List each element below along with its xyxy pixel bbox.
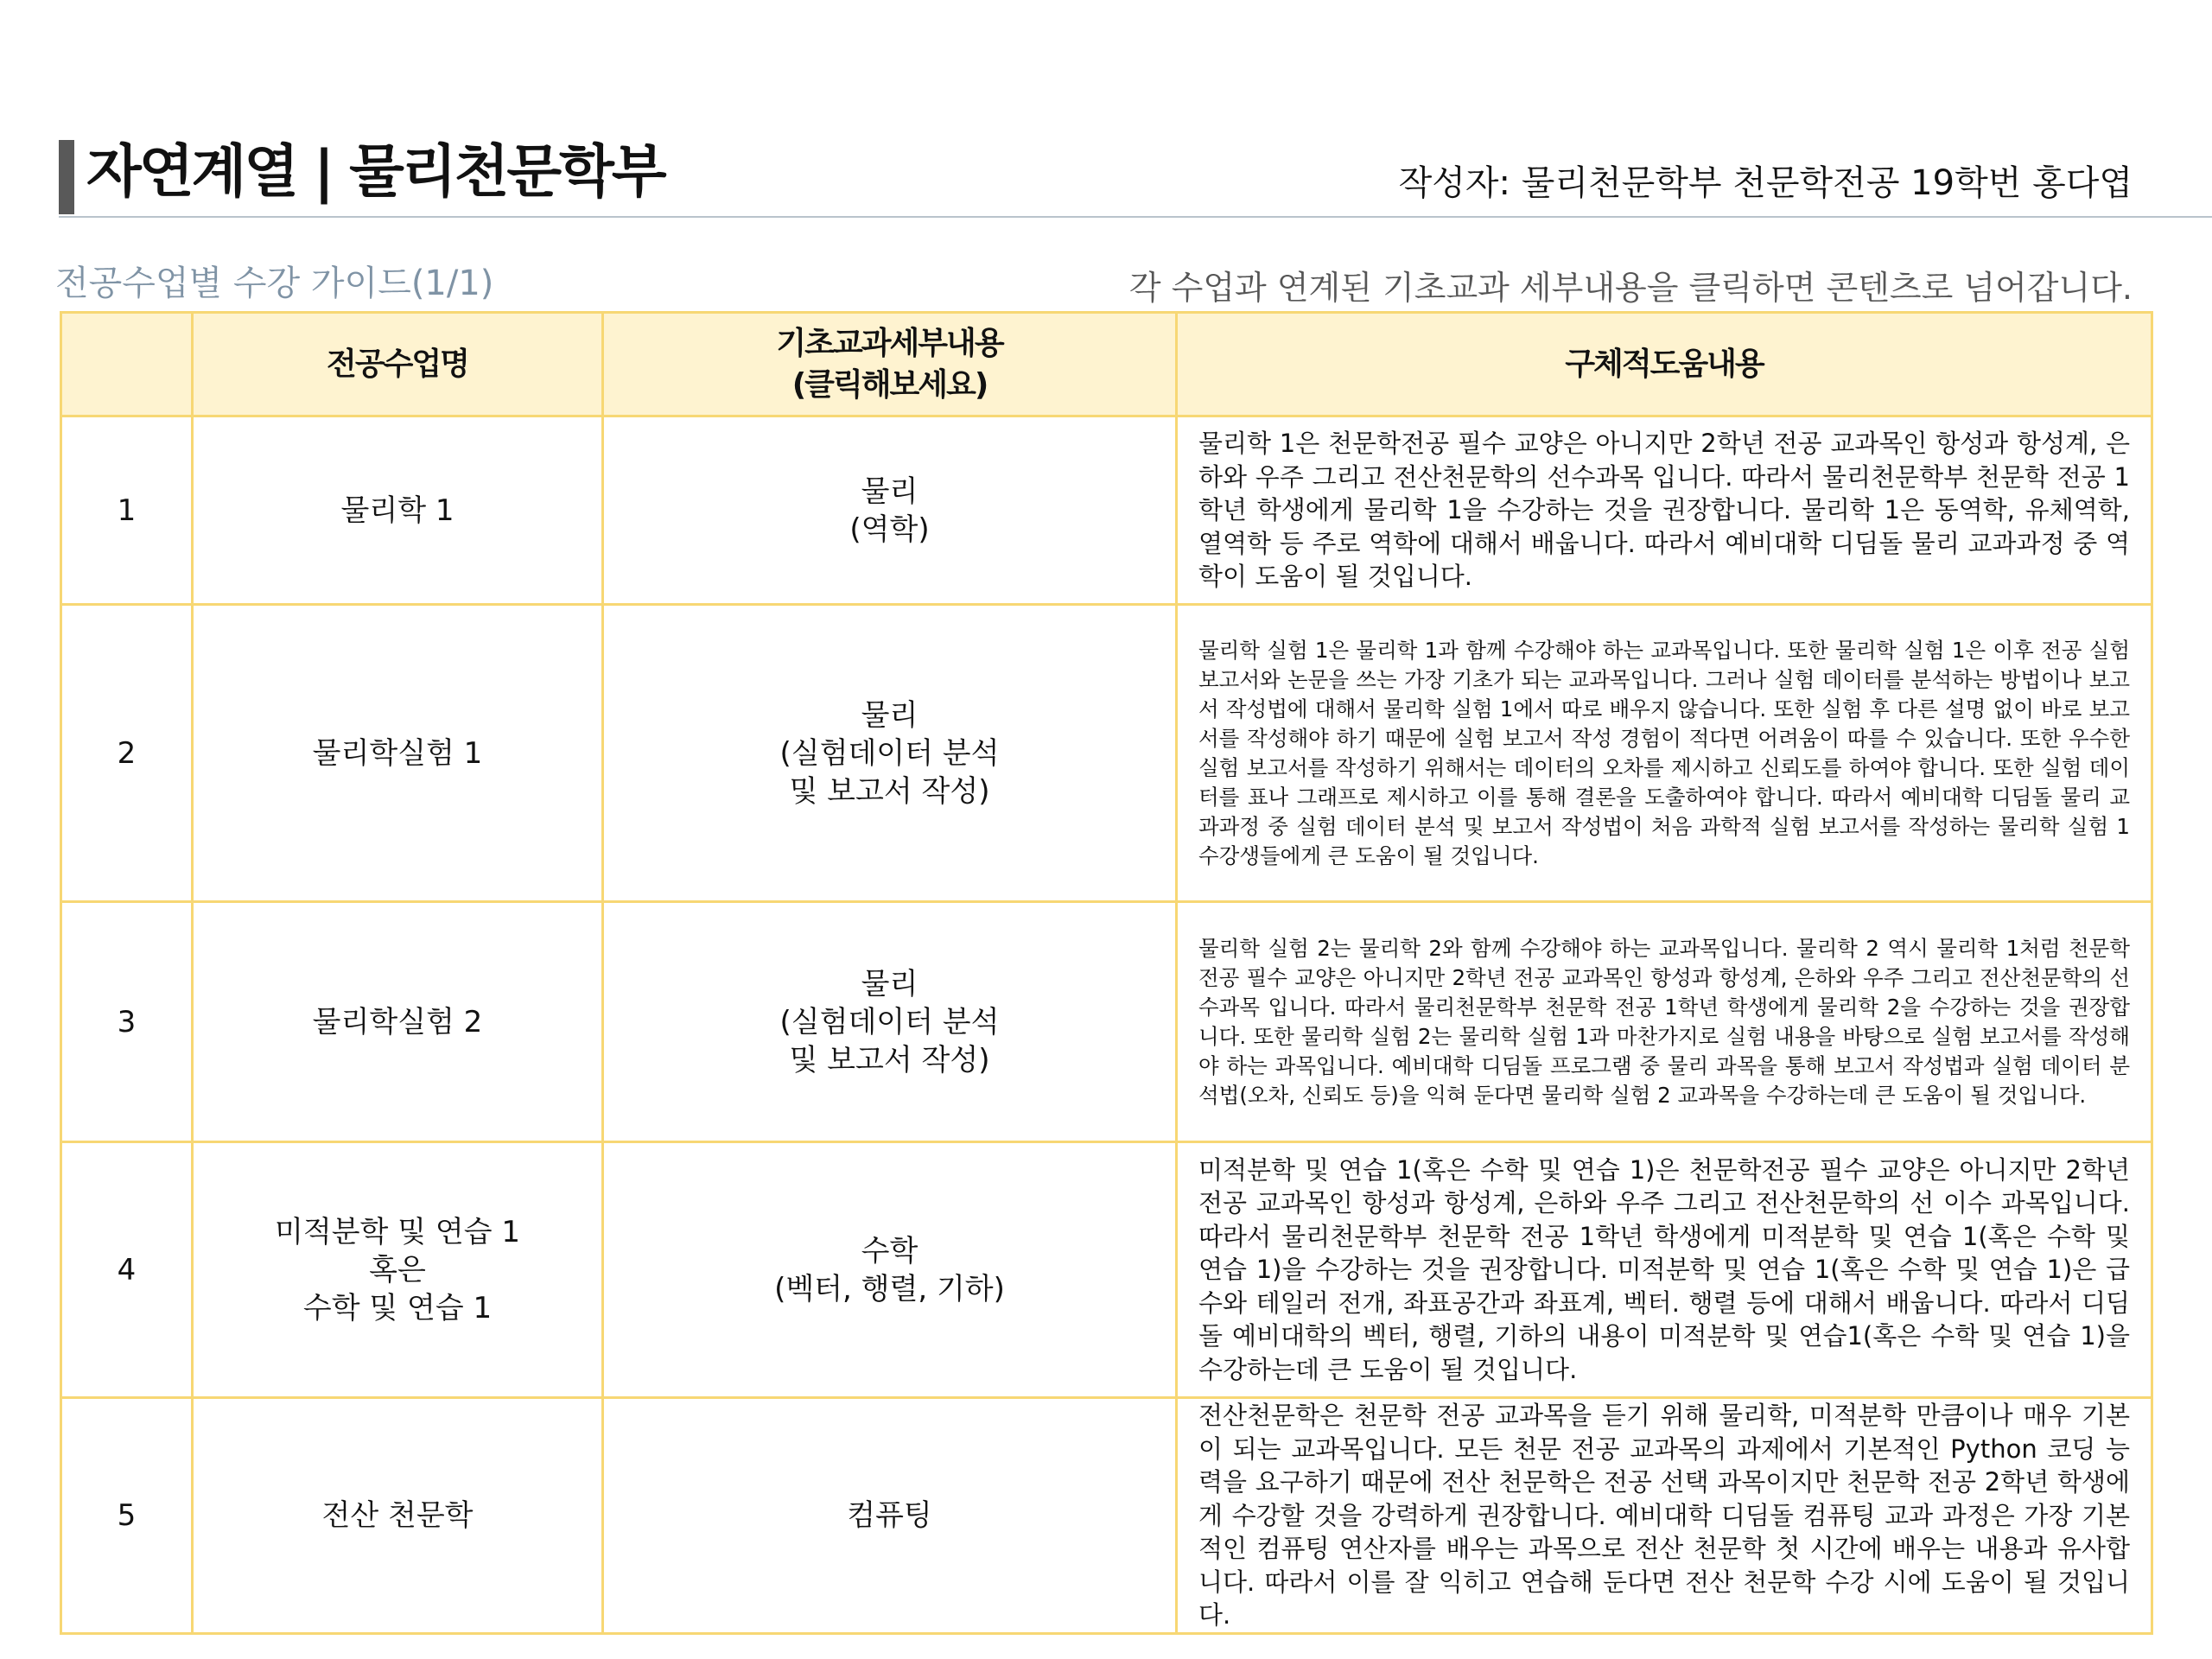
header-course: 전공수업명 xyxy=(193,313,603,416)
table-row xyxy=(61,1142,2152,1398)
instruction-text: 각 수업과 연계된 기초교과 세부내용을 클릭하면 콘텐츠로 넘어갑니다. xyxy=(1128,269,2133,307)
basic-content-line: (벡터, 행렬, 기하) xyxy=(774,1271,1005,1306)
title-accent-bar xyxy=(59,140,74,214)
course-name-line: 물리학실험 2 xyxy=(312,1004,483,1039)
basic-content-cell xyxy=(603,416,1177,605)
page-title: 자연계열 | 물리천문학부 xyxy=(86,138,664,205)
basic-content-cell xyxy=(603,902,1177,1142)
course-name-line: 물리학 1 xyxy=(340,493,454,528)
course-name-line: 수학 및 연습 1 xyxy=(302,1290,493,1325)
basic-content-line: (역학) xyxy=(849,512,930,547)
course-name xyxy=(193,1142,603,1398)
author-credit: 작성자: 물리천문학부 천문학전공 19학번 홍다엽 xyxy=(1398,163,2133,203)
basic-content-link[interactable] xyxy=(780,965,1000,1079)
section-subtitle: 전공수업별 수강 가이드(1/1) xyxy=(55,264,494,303)
basic-content-link[interactable] xyxy=(849,473,929,549)
header-basic-line1: 기초교과세부내용 xyxy=(776,325,1003,361)
basic-content-line: (실험데이터 분석 xyxy=(779,1004,1000,1039)
basic-content-link[interactable] xyxy=(774,1232,1005,1308)
course-guide-table xyxy=(60,311,2153,1635)
row-number: 5 xyxy=(61,1398,193,1634)
course-name xyxy=(193,416,603,605)
basic-content-line: 수학 xyxy=(861,1233,918,1268)
basic-content-cell xyxy=(603,605,1177,902)
course-name-line: 혹은 xyxy=(369,1252,426,1287)
help-description: 물리학 실험 2는 물리학 2와 함께 수강해야 하는 교과목입니다. 물리학 2 역시 물리학 1처럼 천문학전공 필수 교양은 아니지만 2학년 전공 교과목인 항성과 항성계, 은하와 우주 그리고 전산천문학의 선수과목 입니다. 따라서 물리천문학부 천문학 전공 1학년 학생에게 물리학 2을 수강하는 것을 권장합니다. 또한 물리학 실험 2는 물리학 실험 1과 마찬가지로 실험 내용을 바탕으로 실험 보고서를 작성해야 하는 과목입니다. 예비대학 디딤돌 프로그램 중 물리 과목을 통해 보고서 작성법과 실험 데이터 분석법(오차, 신뢰도 등)을 익혀 둔다면 물리학 실험 2 교과목을 수강하는데 큰 도움이 될 것입니다. xyxy=(1177,902,2152,1142)
course-name xyxy=(193,902,603,1142)
table-header-row xyxy=(61,313,2152,416)
basic-content-link[interactable] xyxy=(780,696,1000,810)
table-row xyxy=(61,605,2152,902)
course-name xyxy=(193,1398,603,1634)
table-row xyxy=(61,902,2152,1142)
help-description: 물리학 실험 1은 물리학 1과 함께 수강해야 하는 교과목입니다. 또한 물리학 실험 1은 이후 전공 실험 보고서와 논문을 쓰는 가장 기초가 되는 교과목입니다. 그러나 실험 데이터를 분석하는 방법이나 보고서 작성법에 대해서 물리학 실험 1에서 따로 배우지 않습니다. 또한 실험 후 다른 설명 없이 바로 보고서를 작성해야 하기 때문에 실험 보고서 작성 경험이 적다면 어려움이 따를 수 있습니다. 또한 우수한 실험 보고서를 작성하기 위해서는 데이터의 오차를 제시하고 신뢰도를 하여야 합니다. 또한 실험 데이터를 표나 그래프로 제시하고 이를 통해 결론을 도출하여야 합니다. 따라서 예비대학 디딤돌 물리 교과과정 중 실험 데이터 분석 및 보고서 작성법이 처음 과학적 실험 보고서를 작성하는 물리학 실험 1 수강생들에게 큰 도움이 될 것입니다. xyxy=(1177,605,2152,902)
row-number: 2 xyxy=(61,605,193,902)
basic-content-line: 및 보고서 작성) xyxy=(789,773,990,809)
header-basic xyxy=(603,313,1177,416)
header-number xyxy=(61,313,193,416)
basic-content-line: 물리 xyxy=(861,966,918,1001)
row-number: 4 xyxy=(61,1142,193,1398)
header-basic-line2: (클릭해보세요) xyxy=(791,366,988,403)
basic-content-line: (실험데이터 분석 xyxy=(779,735,1000,771)
help-description: 전산천문학은 천문학 전공 교과목을 듣기 위해 물리학, 미적분학 만큼이나 매우 기본이 되는 교과목입니다. 모든 천문 전공 교과목의 과제에서 기본적인 Python 코딩 능력을 요구하기 때문에 전산 천문학은 전공 선택 과목이지만 천문학 전공 2학년 학생에게 수강할 것을 강력하게 권장합니다. 예비대학 디딤돌 컴퓨팅 교과 과정은 가장 기본적인 컴퓨팅 연산자를 배우는 과목으로 전산 천문학 첫 시간에 배우는 내용과 유사합니다. 따라서 이를 잘 익히고 연습해 둔다면 전산 천문학 수강 시에 도움이 될 것입니다. xyxy=(1177,1398,2152,1634)
table-row xyxy=(61,416,2152,605)
row-number: 1 xyxy=(61,416,193,605)
basic-content-line: 물리 xyxy=(861,474,918,509)
header-divider xyxy=(59,216,2212,218)
course-name-line: 물리학실험 1 xyxy=(312,735,483,771)
basic-content-link[interactable] xyxy=(847,1497,932,1535)
basic-content-line: 물리 xyxy=(861,697,918,733)
help-description: 물리학 1은 천문학전공 필수 교양은 아니지만 2학년 전공 교과목인 항성과 항성계, 은하와 우주 그리고 전산천문학의 선수과목 입니다. 따라서 물리천문학부 천문학 전공 1학년 학생에게 물리학 1을 수강하는 것을 권장합니다. 물리학 1은 동역학, 유체역학, 열역학 등 주로 역학에 대해서 배웁니다. 따라서 예비대학 디딤돌 물리 교과과정 중 역학이 도움이 될 것입니다. xyxy=(1177,416,2152,605)
course-name-line: 미적분학 및 연습 1 xyxy=(275,1214,520,1249)
basic-content-line: 컴퓨팅 xyxy=(847,1497,932,1533)
course-name xyxy=(193,605,603,902)
table-row xyxy=(61,1398,2152,1634)
row-number: 3 xyxy=(61,902,193,1142)
basic-content-cell xyxy=(603,1398,1177,1634)
help-description: 미적분학 및 연습 1(혹은 수학 및 연습 1)은 천문학전공 필수 교양은 아니지만 2학년 전공 교과목인 항성과 항성계, 은하와 우주 그리고 전산천문학의 선 이수 과목입니다. 따라서 물리천문학부 천문학 전공 1학년 학생에게 미적분학 및 연습 1(혹은 수학 및 연습 1)을 수강하는 것을 권장합니다. 미적분학 및 연습 1(혹은 수학 및 연습 1)은 급수와 테일러 전개, 좌표공간과 좌표계, 벡터. 행렬 등에 대해서 배웁니다. 따라서 디딤돌 예비대학의 벡터, 행렬, 기하의 내용이 미적분학 및 연습1(혹은 수학 및 연습 1)을 수강하는데 큰 도움이 될 것입니다. xyxy=(1177,1142,2152,1398)
course-name-line: 전산 천문학 xyxy=(321,1497,474,1533)
header-help: 구체적도움내용 xyxy=(1177,313,2152,416)
basic-content-cell xyxy=(603,1142,1177,1398)
basic-content-line: 및 보고서 작성) xyxy=(789,1042,990,1077)
